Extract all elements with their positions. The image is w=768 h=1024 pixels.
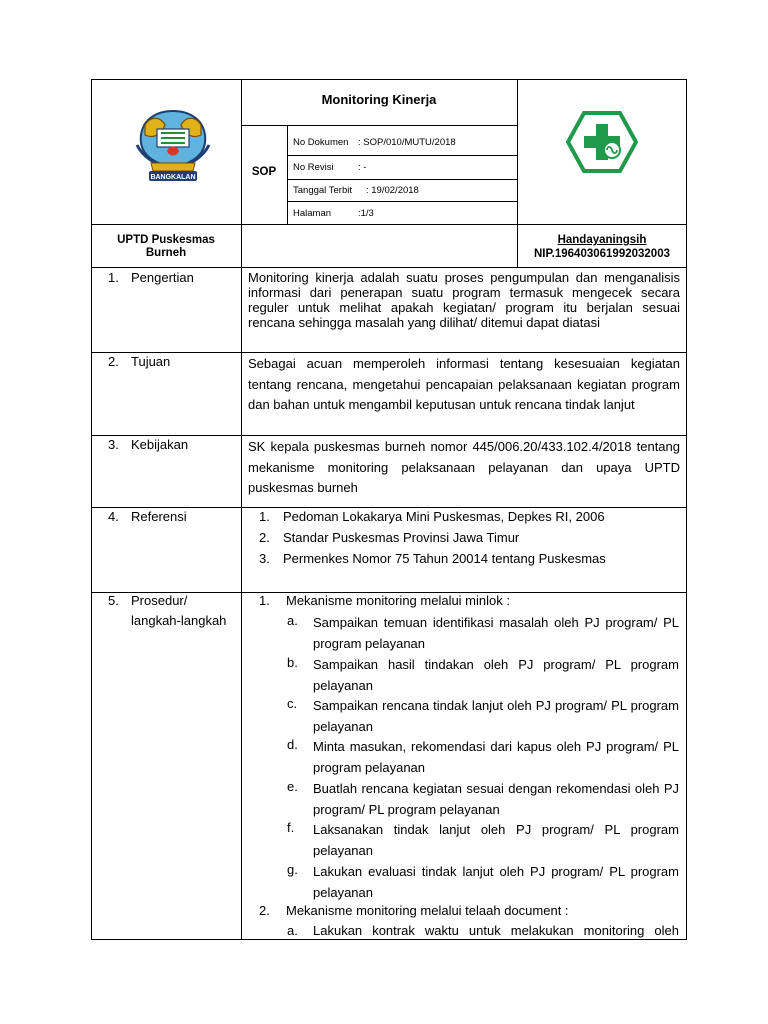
procedure-substep-letter: a. [287, 923, 298, 938]
institution-name-line-2: Burneh [145, 247, 187, 259]
procedure-substep-letter: g. [287, 862, 298, 877]
section-number-1: 1. [108, 270, 119, 285]
procedure-substep-letter: f. [287, 820, 295, 835]
procedure-substep-letter: d. [287, 737, 298, 752]
procedure-step-number: 1. [259, 593, 270, 608]
procedure-substep: Buatlah rencana kegiatan sesuai dengan rekomendasi oleh PJ program/ PL program pelayanan [313, 781, 679, 817]
procedure-substep-letter: e. [287, 779, 298, 794]
signatory-nip: NIP.196403061992032003 [533, 248, 670, 260]
puskesmas-logo [566, 110, 638, 174]
col-divider-left [241, 79, 242, 940]
title-bottom-line [241, 125, 517, 126]
procedure-substep: Laksanakan tindak lanjut oleh PJ program/ PL program pelayanan [313, 822, 679, 858]
procedure-step-number: 2. [259, 903, 270, 918]
signatory-name: Handayaningsih [557, 234, 647, 246]
procedure-step-title: Mekanisme monitoring melalui minlok : [286, 593, 510, 608]
section-body-tujuan: Sebagai acuan memperoleh informasi tentang kesesuaian kegiatan tentang rencana, mengetahui pencapaian pelaksanaan kegiatan program dan bahan untuk mengambil keputusan untuk rencana tindak lanjut [248, 356, 680, 413]
section-body-pengertian: Monitoring kinerja adalah suatu proses pengumpulan dan menganalisis informasi dari penerapan suatu program termasuk mengecek secara reguler untuk melihat apakah kegiatan/ program itu berjalan sesuai rencana sehingga masalah yang dilihat/ ditemui dapat diatasi [248, 270, 680, 330]
procedure-substep: Sampaikan rencana tindak lanjut oleh PJ program/ PL program pelayanan [313, 698, 679, 734]
section-title-referensi: Referensi [131, 509, 187, 524]
section-title-pengertian: Pengertian [131, 270, 194, 285]
page-label: Halaman [293, 208, 332, 219]
doc-row-line-3 [287, 201, 517, 202]
section-divider-2 [91, 435, 687, 436]
reference-item-number: 1. [259, 509, 270, 524]
reference-item: Permenkes Nomor 75 Tahun 20014 tentang Puskesmas [283, 551, 606, 566]
section-title-prosedur-line-2: langkah-langkah [131, 613, 227, 628]
issue-date-value: : 19/02/2018 [366, 185, 419, 196]
section-divider-3 [91, 507, 687, 508]
institution-name-line-1: UPTD Puskesmas [117, 234, 215, 246]
doc-row-line-1 [287, 155, 517, 156]
revision-label: No Revisi [293, 162, 334, 173]
approval-row-bottom-line [91, 267, 687, 268]
procedure-substep: Minta masukan, rekomendasi dari kapus oleh PJ program/ PL program pelayanan [313, 739, 679, 775]
sop-label-divider [287, 125, 288, 224]
institution-name [91, 234, 241, 260]
doc-number-value: : SOP/010/MUTU/2018 [358, 137, 456, 148]
sop-label: SOP [251, 166, 277, 178]
document-title: Monitoring Kinerja [321, 92, 437, 107]
procedure-substep-letter: a. [287, 613, 298, 628]
svg-text:BANGKALAN: BANGKALAN [150, 174, 196, 181]
section-number-2: 2. [108, 354, 119, 369]
revision-value: : - [358, 162, 367, 173]
issue-date-label: Tanggal Terbit [293, 185, 352, 196]
procedure-substep-letter: b. [287, 655, 298, 670]
procedure-substep-letter: c. [287, 696, 298, 711]
bangkalan-regency-logo [131, 105, 215, 185]
reference-item-number: 2. [259, 530, 270, 545]
section-title-tujuan: Tujuan [131, 354, 171, 369]
procedure-substep: Lakukan kontrak waktu untuk melakukan monitoring oleh [313, 923, 679, 938]
procedure-step-title: Mekanisme monitoring melalui telaah document : [286, 903, 569, 918]
reference-item-number: 3. [259, 551, 270, 566]
reference-item: Standar Puskesmas Provinsi Jawa Timur [283, 530, 520, 545]
section-number-4: 4. [108, 509, 119, 524]
section-divider-1 [91, 352, 687, 353]
doc-number-label: No Dokumen [293, 137, 349, 148]
header-bottom-line [91, 224, 687, 225]
section-number-5: 5. [108, 593, 119, 608]
section-title-kebijakan: Kebijakan [131, 437, 189, 452]
section-title-prosedur: Prosedur/ [131, 593, 188, 608]
section-number-3: 3. [108, 437, 119, 452]
page-value: :1/3 [358, 208, 374, 219]
procedure-substep: Sampaikan temuan identifikasi masalah oleh PJ program/ PL program pelayanan [313, 615, 679, 651]
reference-item: Pedoman Lokakarya Mini Puskesmas, Depkes RI, 2006 [283, 509, 605, 524]
procedure-substep: Sampaikan hasil tindakan oleh PJ program/ PL program pelayanan [313, 657, 679, 693]
doc-row-line-2 [287, 179, 517, 180]
section-body-kebijakan: SK kepala puskesmas burneh nomor 445/006.20/433.102.4/2018 tentang mekanisme monitoring pelaksanaan pelayanan dan upaya UPTD puskesmas burneh [248, 439, 680, 496]
procedure-substep: Lakukan evaluasi tindak lanjut oleh PJ program/ PL program pelayanan [313, 864, 679, 900]
